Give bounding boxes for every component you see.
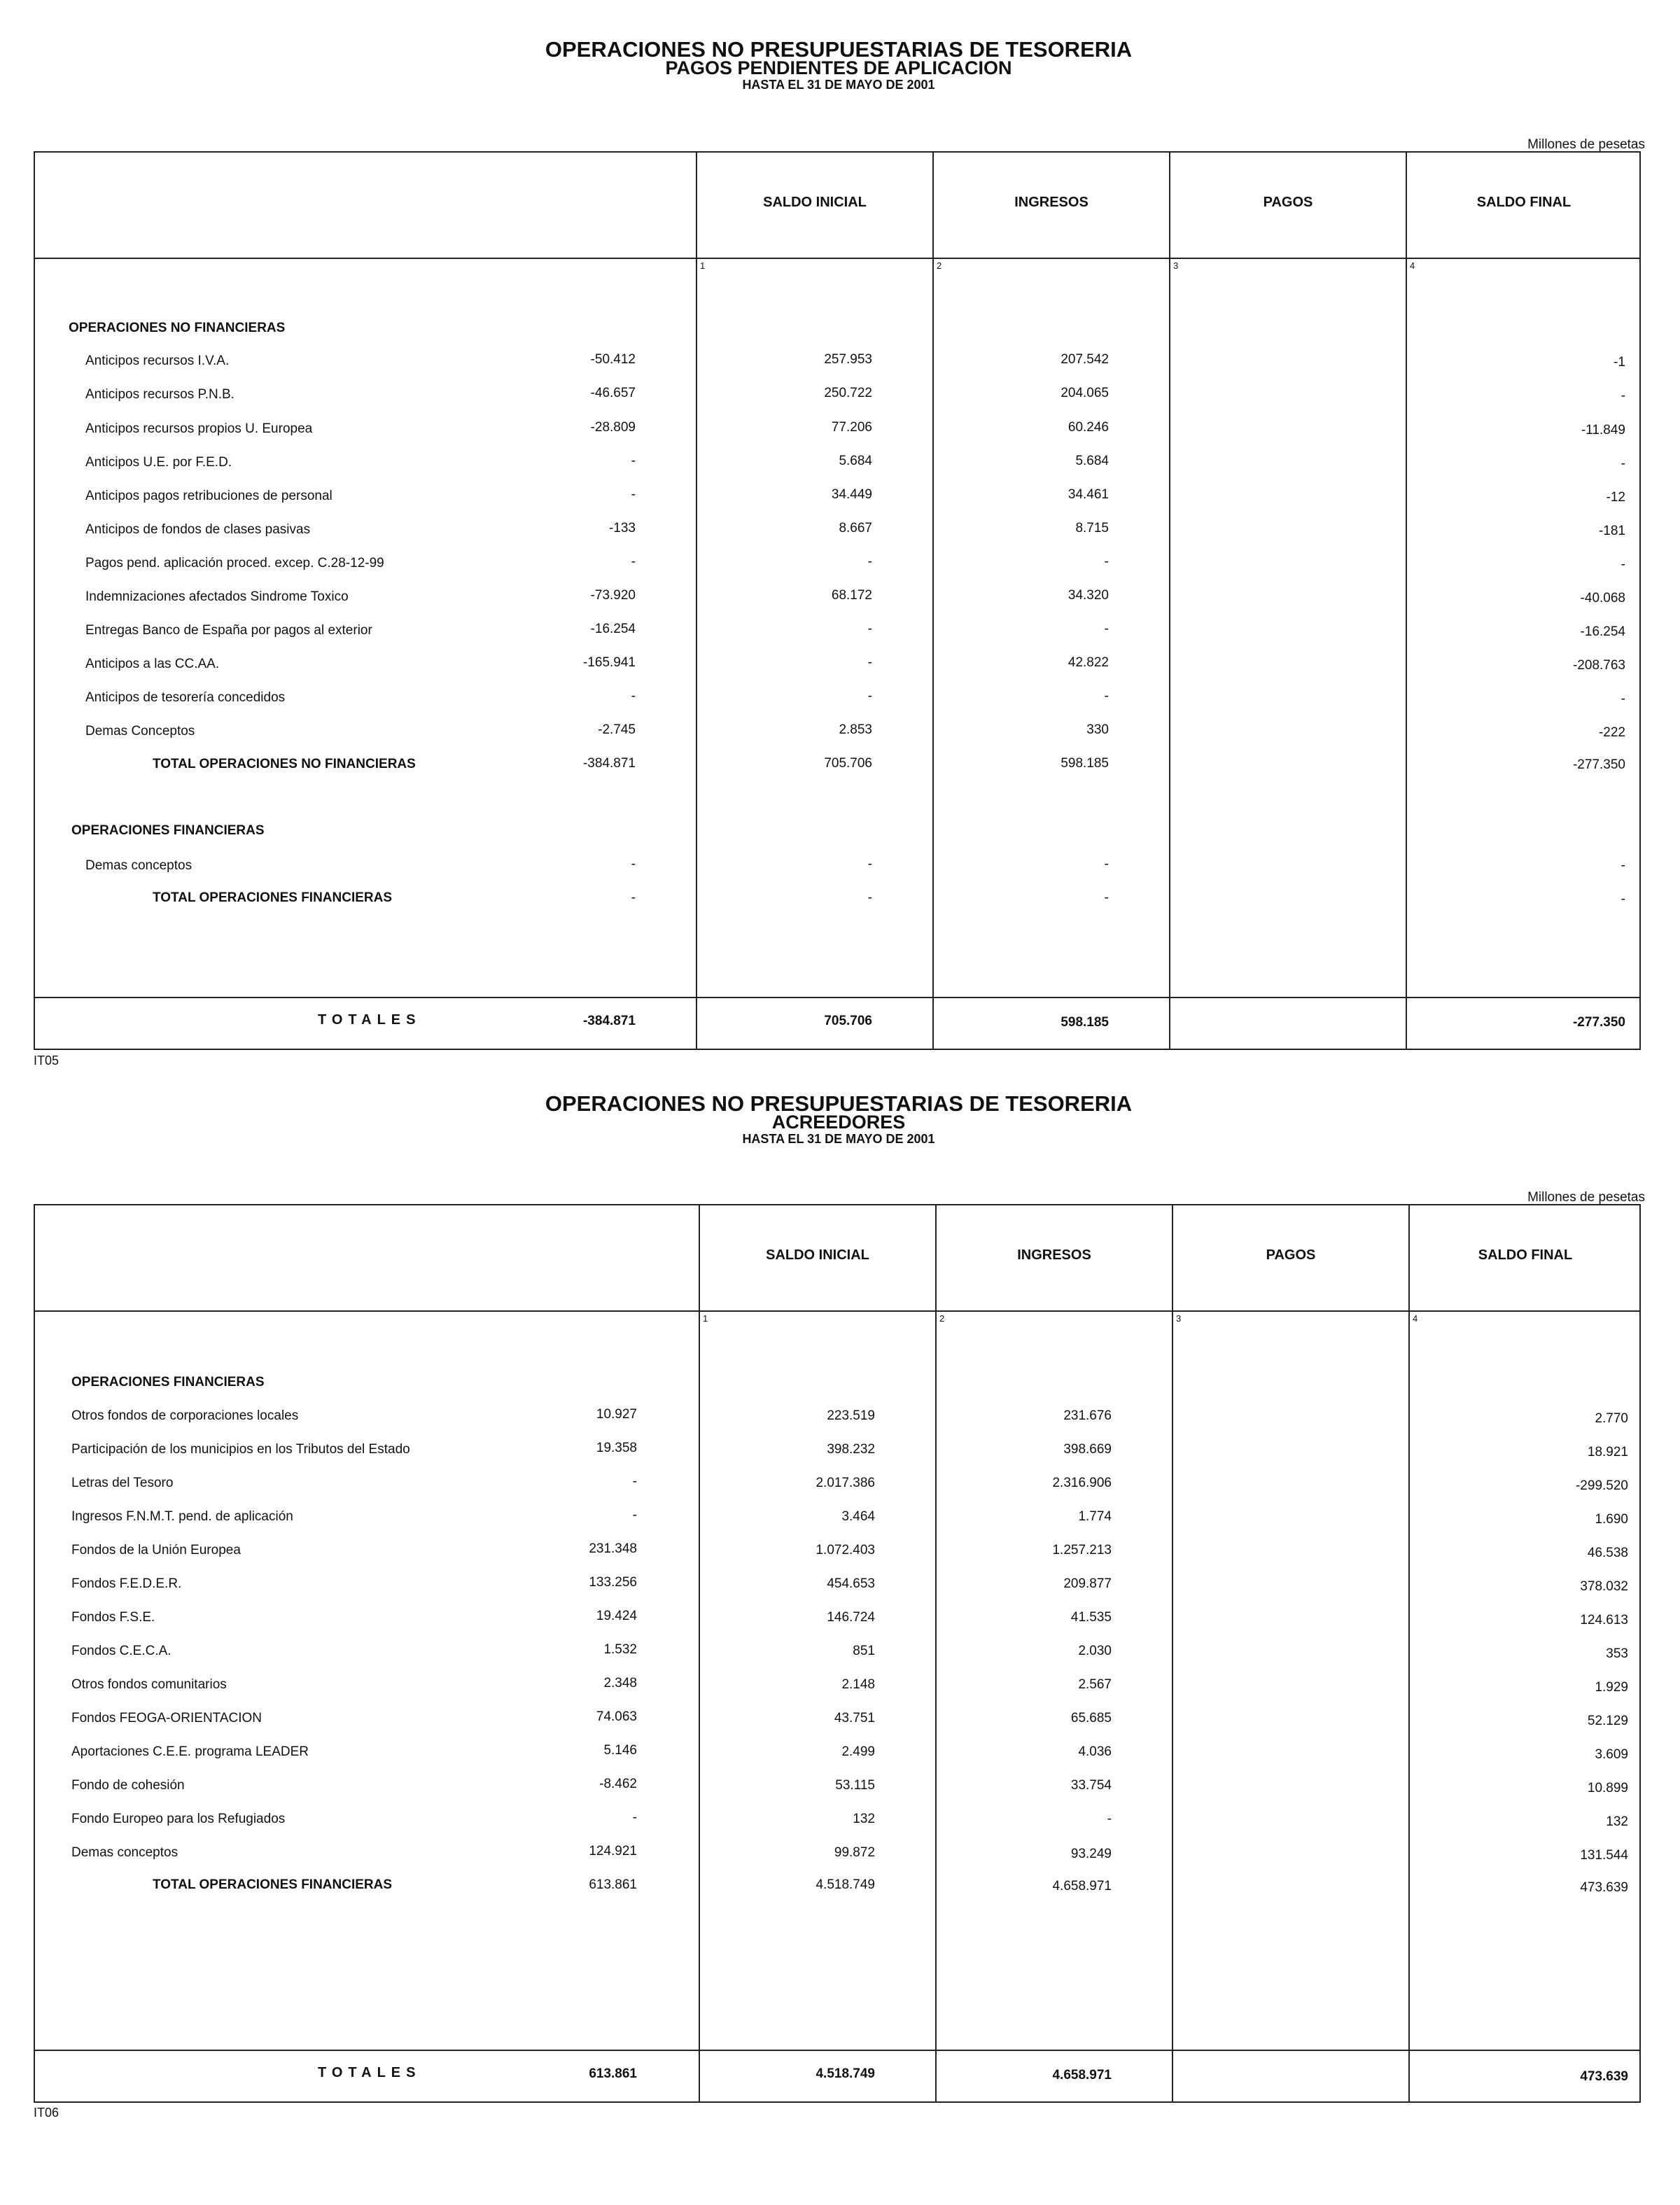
units-label: Millones de pesetas xyxy=(1527,137,1645,152)
row-label: Anticipos de fondos de clases pasivas xyxy=(85,522,311,537)
row-label: Fondos F.S.E. xyxy=(71,1610,155,1625)
column-header-ingresos: INGRESOS xyxy=(1017,1247,1091,1263)
cell-ingresos: 2.148 xyxy=(841,1677,875,1692)
cell-saldo-final: -181 xyxy=(1598,524,1625,538)
cell-pagos: - xyxy=(1104,857,1109,872)
cell-pagos: 209.877 xyxy=(1063,1576,1112,1591)
cell-saldo-final: - xyxy=(1620,388,1625,403)
column-header-pagos: PAGOS xyxy=(1266,1247,1316,1263)
total-saldo-inicial: -384.871 xyxy=(582,1014,636,1028)
cell-ingresos: - xyxy=(867,890,872,905)
cell-saldo-final: -208.763 xyxy=(1572,658,1625,673)
page-title: OPERACIONES NO PRESUPUESTARIAS DE TESORERIA xyxy=(545,37,1133,62)
units-label: Millones de pesetas xyxy=(1527,1190,1645,1205)
row-label: Indemnizaciones afectados Sindrome Toxico xyxy=(85,589,349,604)
total-label: TOTAL OPERACIONES FINANCIERAS xyxy=(153,890,393,905)
cell-saldo-inicial: - xyxy=(631,890,636,905)
totals-label: TOTALES xyxy=(318,1012,421,1028)
page-date: HASTA EL 31 DE MAYO DE 2001 xyxy=(742,78,935,92)
column-header-saldo-final: SALDO FINAL xyxy=(1476,195,1572,210)
table-it06 xyxy=(34,1071,1644,2191)
cell-saldo-final: 378.032 xyxy=(1580,1579,1628,1594)
cell-saldo-final: 132 xyxy=(1606,1814,1628,1829)
cell-pagos: 4.036 xyxy=(1078,1744,1112,1759)
cell-ingresos: 2.853 xyxy=(839,722,872,737)
cell-saldo-final: - xyxy=(1620,892,1625,906)
row-label: Anticipos recursos I.V.A. xyxy=(85,354,230,368)
cell-saldo-final: 46.538 xyxy=(1587,1546,1628,1560)
cell-saldo-final: -1 xyxy=(1614,355,1625,370)
row-label: Ingresos F.N.M.T. pend. de aplicación xyxy=(71,1509,293,1524)
cell-saldo-inicial: - xyxy=(631,857,636,872)
section-heading: OPERACIONES FINANCIERAS xyxy=(71,823,265,838)
cell-saldo-inicial: 133.256 xyxy=(589,1575,637,1590)
column-header-saldo-final: SALDO FINAL xyxy=(1478,1247,1573,1263)
cell-saldo-inicial: -133 xyxy=(608,521,636,536)
cell-pagos: 34.461 xyxy=(1068,487,1109,502)
cell-ingresos: 34.449 xyxy=(831,487,872,502)
total-label: TOTAL OPERACIONES FINANCIERAS xyxy=(153,1877,393,1892)
cell-saldo-inicial: -165.941 xyxy=(582,655,636,670)
cell-saldo-inicial: 124.921 xyxy=(589,1844,637,1858)
cell-saldo-final: 473.639 xyxy=(1580,1880,1628,1895)
cell-ingresos: 68.172 xyxy=(831,588,872,603)
column-number: 3 xyxy=(1176,1313,1182,1324)
cell-pagos: 33.754 xyxy=(1070,1778,1112,1793)
cell-pagos: 2.567 xyxy=(1078,1677,1112,1692)
cell-pagos: 2.316.906 xyxy=(1052,1476,1112,1490)
total-saldo-inicial: 613.861 xyxy=(589,2066,637,2081)
cell-ingresos: 99.872 xyxy=(834,1845,875,1860)
column-number: 4 xyxy=(1413,1313,1418,1324)
total-pagos: 598.185 xyxy=(1060,1015,1109,1030)
cell-pagos: 1.257.213 xyxy=(1052,1543,1112,1558)
cell-pagos: 398.669 xyxy=(1063,1442,1112,1457)
cell-ingresos: 3.464 xyxy=(841,1509,875,1524)
column-header-pagos: PAGOS xyxy=(1263,195,1313,210)
cell-ingresos: - xyxy=(867,655,872,670)
cell-saldo-inicial: - xyxy=(631,454,636,468)
cell-saldo-inicial: -50.412 xyxy=(590,352,636,367)
cell-pagos: 2.030 xyxy=(1078,1644,1112,1658)
cell-pagos: - xyxy=(1104,554,1109,569)
cell-saldo-inicial: 5.146 xyxy=(603,1743,637,1758)
row-label: Anticipos pagos retribuciones de personal xyxy=(85,489,332,503)
cell-saldo-inicial: -2.745 xyxy=(598,722,636,737)
cell-saldo-inicial: -8.462 xyxy=(599,1777,637,1791)
cell-pagos: 5.684 xyxy=(1075,454,1109,468)
row-label: Anticipos a las CC.AA. xyxy=(85,657,220,671)
row-label: Anticipos recursos propios U. Europea xyxy=(85,421,313,436)
cell-saldo-inicial: -28.809 xyxy=(590,420,636,435)
cell-saldo-inicial: -16.254 xyxy=(590,622,636,636)
data-table xyxy=(34,151,1641,1050)
row-label: Participación de los municipios en los Tributos del Estado xyxy=(71,1442,410,1457)
cell-pagos: 93.249 xyxy=(1070,1847,1112,1861)
table-code: IT05 xyxy=(34,1054,59,1068)
row-label: Anticipos de tesorería concedidos xyxy=(85,690,286,705)
cell-ingresos: 146.724 xyxy=(827,1610,875,1625)
cell-saldo-inicial: - xyxy=(631,689,636,704)
cell-ingresos: 223.519 xyxy=(827,1408,875,1423)
cell-ingresos: - xyxy=(867,857,872,872)
row-label: Demas Conceptos xyxy=(85,724,195,738)
cell-saldo-final: - xyxy=(1620,858,1625,873)
cell-saldo-final: -222 xyxy=(1598,725,1625,740)
cell-saldo-final: 353 xyxy=(1606,1646,1628,1661)
cell-saldo-final: 18.921 xyxy=(1587,1445,1628,1460)
cell-saldo-final: -299.520 xyxy=(1575,1478,1628,1493)
cell-saldo-inicial: - xyxy=(631,487,636,502)
cell-ingresos: 2.017.386 xyxy=(816,1476,875,1490)
cell-ingresos: 43.751 xyxy=(834,1711,875,1726)
cell-saldo-inicial: 74.063 xyxy=(596,1709,637,1724)
cell-saldo-final: -12 xyxy=(1606,490,1625,505)
cell-pagos: 60.246 xyxy=(1068,420,1109,435)
cell-ingresos: 705.706 xyxy=(824,756,872,771)
total-ingresos: 705.706 xyxy=(824,1014,872,1028)
total-label: TOTAL OPERACIONES NO FINANCIERAS xyxy=(153,757,416,771)
cell-pagos: 231.676 xyxy=(1063,1408,1112,1423)
cell-pagos: 598.185 xyxy=(1060,756,1109,771)
row-label: Letras del Tesoro xyxy=(71,1476,174,1490)
cell-ingresos: 851 xyxy=(853,1644,875,1658)
cell-saldo-inicial: -46.657 xyxy=(590,386,636,400)
section-heading: OPERACIONES NO FINANCIERAS xyxy=(69,321,286,335)
cell-ingresos: - xyxy=(867,689,872,704)
cell-saldo-final: -11.849 xyxy=(1581,423,1625,438)
cell-saldo-inicial: 1.532 xyxy=(603,1642,637,1657)
cell-ingresos: 250.722 xyxy=(824,386,872,400)
page-subtitle: ACREEDORES xyxy=(771,1112,906,1133)
cell-saldo-inicial: -384.871 xyxy=(582,756,636,771)
cell-saldo-final: 124.613 xyxy=(1580,1613,1628,1628)
cell-pagos: - xyxy=(1104,689,1109,704)
row-label: Fondos de la Unión Europea xyxy=(71,1543,241,1558)
total-saldo-final: 473.639 xyxy=(1580,2069,1628,2084)
cell-saldo-final: -16.254 xyxy=(1580,624,1625,639)
cell-ingresos: 77.206 xyxy=(831,420,872,435)
table-code: IT06 xyxy=(34,2106,59,2120)
cell-pagos: 42.822 xyxy=(1068,655,1109,670)
column-header-saldo-inicial: SALDO INICIAL xyxy=(763,195,867,210)
cell-ingresos: 1.072.403 xyxy=(816,1543,875,1558)
cell-pagos: - xyxy=(1104,622,1109,636)
cell-saldo-inicial: - xyxy=(632,1508,637,1522)
row-label: Otros fondos comunitarios xyxy=(71,1677,227,1692)
cell-ingresos: 4.518.749 xyxy=(816,1877,875,1892)
cell-ingresos: 132 xyxy=(853,1812,875,1826)
cell-saldo-final: - xyxy=(1620,557,1625,572)
cell-saldo-inicial: - xyxy=(632,1474,637,1489)
data-table xyxy=(34,1204,1641,2103)
cell-pagos: 41.535 xyxy=(1070,1610,1112,1625)
row-label: Otros fondos de corporaciones locales xyxy=(71,1408,299,1423)
cell-ingresos: 5.684 xyxy=(839,454,872,468)
column-number: 4 xyxy=(1410,260,1415,271)
column-number: 1 xyxy=(703,1313,708,1324)
cell-saldo-inicial: 231.348 xyxy=(589,1541,637,1556)
cell-ingresos: 53.115 xyxy=(835,1778,875,1793)
row-label: Fondo de cohesión xyxy=(71,1778,185,1793)
cell-pagos: 65.685 xyxy=(1070,1711,1112,1726)
row-label: Entregas Banco de España por pagos al exterior xyxy=(85,623,372,638)
cell-pagos: 1.774 xyxy=(1078,1509,1112,1524)
row-label: Fondos F.E.D.E.R. xyxy=(71,1576,182,1591)
cell-saldo-final: 1.929 xyxy=(1595,1680,1628,1695)
cell-saldo-final: - xyxy=(1620,692,1625,706)
column-number: 2 xyxy=(937,260,942,271)
totals-label: TOTALES xyxy=(318,2065,421,2080)
cell-saldo-final: -277.350 xyxy=(1572,757,1625,772)
cell-saldo-final: -40.068 xyxy=(1580,591,1625,606)
total-saldo-final: -277.350 xyxy=(1572,1015,1625,1030)
cell-saldo-inicial: - xyxy=(631,554,636,569)
cell-pagos: 8.715 xyxy=(1075,521,1109,536)
cell-saldo-inicial: 2.348 xyxy=(603,1676,637,1690)
cell-saldo-final: 52.129 xyxy=(1587,1714,1628,1728)
cell-ingresos: 454.653 xyxy=(827,1576,875,1591)
cell-saldo-inicial: 19.424 xyxy=(596,1609,637,1623)
column-number: 3 xyxy=(1173,260,1179,271)
column-number: 2 xyxy=(939,1313,945,1324)
page-date: HASTA EL 31 DE MAYO DE 2001 xyxy=(742,1132,935,1146)
cell-saldo-final: - xyxy=(1620,456,1625,471)
cell-pagos: 330 xyxy=(1086,722,1109,737)
row-label: Demas conceptos xyxy=(85,858,192,873)
row-label: Anticipos U.E. por F.E.D. xyxy=(85,455,232,470)
cell-pagos: - xyxy=(1104,890,1109,905)
cell-saldo-final: 10.899 xyxy=(1587,1781,1628,1795)
cell-ingresos: 2.499 xyxy=(841,1744,875,1759)
cell-pagos: 207.542 xyxy=(1060,352,1109,367)
cell-pagos: 204.065 xyxy=(1060,386,1109,400)
cell-ingresos: 8.667 xyxy=(839,521,872,536)
cell-ingresos: - xyxy=(867,554,872,569)
row-label: Fondo Europeo para los Refugiados xyxy=(71,1812,286,1826)
cell-saldo-inicial: 613.861 xyxy=(589,1877,637,1892)
cell-saldo-inicial: 19.358 xyxy=(596,1441,637,1455)
cell-saldo-final: 1.690 xyxy=(1595,1512,1628,1527)
cell-saldo-final: 2.770 xyxy=(1595,1411,1628,1426)
column-header-saldo-inicial: SALDO INICIAL xyxy=(766,1247,869,1263)
cell-saldo-inicial: - xyxy=(632,1810,637,1825)
cell-pagos: 34.320 xyxy=(1068,588,1109,603)
column-number: 1 xyxy=(700,260,706,271)
table-it05 xyxy=(34,0,1644,1071)
row-label: Aportaciones C.E.E. programa LEADER xyxy=(71,1744,309,1759)
cell-ingresos: 398.232 xyxy=(827,1442,875,1457)
cell-saldo-final: 3.609 xyxy=(1595,1747,1628,1762)
cell-saldo-inicial: -73.920 xyxy=(590,588,636,603)
column-header-ingresos: INGRESOS xyxy=(1014,195,1088,210)
row-label: Anticipos recursos P.N.B. xyxy=(85,387,234,402)
row-label: Demas conceptos xyxy=(71,1845,178,1860)
cell-ingresos: 257.953 xyxy=(824,352,872,367)
page-title: OPERACIONES NO PRESUPUESTARIAS DE TESORERIA xyxy=(545,1091,1133,1116)
total-pagos: 4.658.971 xyxy=(1052,2068,1112,2082)
cell-ingresos: - xyxy=(867,622,872,636)
cell-pagos: - xyxy=(1107,1812,1112,1826)
row-label: Fondos FEOGA-ORIENTACION xyxy=(71,1711,262,1726)
total-ingresos: 4.518.749 xyxy=(816,2066,875,2081)
cell-saldo-inicial: 10.927 xyxy=(596,1407,637,1422)
cell-saldo-final: 131.544 xyxy=(1580,1848,1628,1863)
row-label: Fondos C.E.C.A. xyxy=(71,1644,172,1658)
section-heading: OPERACIONES FINANCIERAS xyxy=(71,1375,265,1390)
row-label: Pagos pend. aplicación proced. excep. C.28-12-99 xyxy=(85,556,384,570)
cell-pagos: 4.658.971 xyxy=(1052,1879,1112,1893)
page-subtitle: PAGOS PENDIENTES DE APLICACION xyxy=(665,57,1012,78)
